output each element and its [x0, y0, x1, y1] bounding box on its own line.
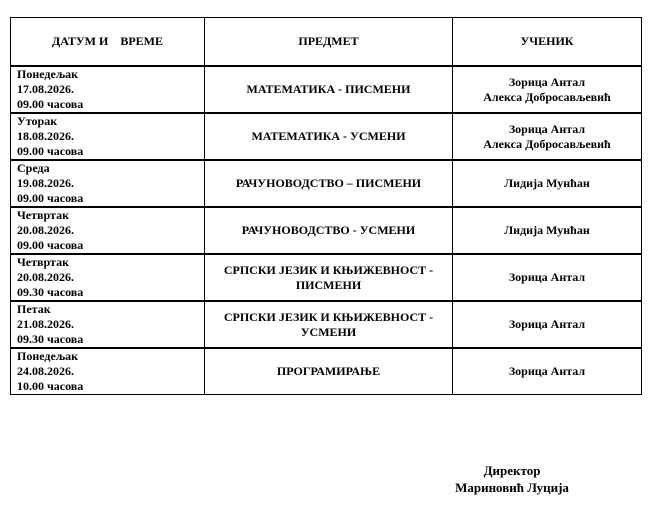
date-time-cell — [11, 254, 205, 301]
row-day: Понедељак — [17, 67, 79, 81]
row-time: 09.30 часова — [17, 332, 84, 346]
row-date: 21.08.2026. — [17, 317, 74, 331]
exam-schedule-table — [10, 17, 642, 395]
row-time: 09.00 часова — [17, 238, 84, 252]
student-cell — [453, 66, 642, 113]
student-name: Зорица Антал — [508, 121, 586, 136]
student-name: Зорица Антал — [508, 364, 586, 378]
subject-cell — [205, 348, 453, 395]
date-time-cell — [11, 66, 205, 113]
row-time: 09.00 часова — [17, 97, 84, 111]
row-day: Понедељак — [17, 349, 79, 363]
subject-cell — [205, 160, 453, 207]
table-row — [11, 66, 642, 113]
table-row — [11, 301, 642, 348]
date-time-cell — [11, 113, 205, 160]
subject-cell — [205, 113, 453, 160]
student-name: Зорица Антал — [508, 74, 586, 89]
header-subject: ПРЕДМЕТ — [205, 18, 453, 67]
student-name: Лидија Мунћан — [504, 176, 590, 190]
row-date: 19.08.2026. — [17, 176, 74, 190]
row-date: 17.08.2026. — [17, 82, 74, 96]
subject-line: МАТЕМАТИКА - УСМЕНИ — [251, 129, 406, 143]
row-date: 20.08.2026. — [17, 223, 74, 237]
date-time-cell — [11, 207, 205, 254]
student-cell — [453, 160, 642, 207]
header-date-time: ДАТУМ И ВРЕМЕ — [11, 18, 205, 67]
student-cell — [453, 113, 642, 160]
subject-line: РАЧУНОВОДСТВО – ПИСМЕНИ — [235, 176, 422, 190]
subject-cell — [205, 301, 453, 348]
student-name: Лидија Мунћан — [504, 223, 590, 237]
row-day: Петак — [17, 302, 51, 316]
subject-line: ПРОГРАМИРАЊЕ — [276, 364, 381, 378]
row-date: 18.08.2026. — [17, 129, 74, 143]
row-date: 24.08.2026. — [17, 364, 74, 378]
table-row — [11, 254, 642, 301]
header-row — [11, 18, 642, 67]
row-time: 09.30 часова — [17, 285, 84, 299]
date-time-cell — [11, 301, 205, 348]
student-name: Алекса Добросављевић — [483, 89, 611, 104]
row-day: Четвртак — [17, 255, 69, 269]
table-row — [11, 113, 642, 160]
student-name: Зорица Антал — [508, 317, 586, 331]
student-cell — [453, 207, 642, 254]
subject-cell — [205, 254, 453, 301]
subject-line: ПИСМЕНИ — [295, 277, 362, 292]
row-day: Уторак — [17, 114, 58, 128]
date-time-cell — [11, 160, 205, 207]
student-name: Алекса Добросављевић — [483, 136, 611, 151]
subject-cell — [205, 207, 453, 254]
subject-line: РАЧУНОВОДСТВО - УСМЕНИ — [241, 223, 416, 237]
row-date: 20.08.2026. — [17, 270, 74, 284]
table-row — [11, 207, 642, 254]
student-name: Зорица Антал — [508, 270, 586, 284]
row-time: 09.00 часова — [17, 191, 84, 205]
signature-block — [432, 462, 592, 496]
student-cell — [453, 348, 642, 395]
row-time: 10.00 часова — [17, 379, 84, 393]
row-day: Четвртак — [17, 208, 69, 222]
signature-name: Мариновић Луција — [455, 480, 569, 495]
header-student: УЧЕНИК — [453, 18, 642, 67]
student-cell — [453, 254, 642, 301]
subject-line: УСМЕНИ — [300, 324, 357, 339]
row-time: 09.00 часова — [17, 144, 84, 158]
subject-line: МАТЕМАТИКА - ПИСМЕНИ — [246, 82, 411, 96]
subject-line: СРПСКИ ЈЕЗИК И КЊИЖЕВНОСТ - — [223, 262, 434, 277]
subject-line: СРПСКИ ЈЕЗИК И КЊИЖЕВНОСТ - — [223, 309, 434, 324]
schedule-rows — [11, 66, 642, 395]
row-day: Среда — [17, 161, 50, 175]
signature-title: Директор — [483, 463, 541, 478]
date-time-cell — [11, 348, 205, 395]
table-row — [11, 348, 642, 395]
table-row — [11, 160, 642, 207]
student-cell — [453, 301, 642, 348]
subject-cell — [205, 66, 453, 113]
